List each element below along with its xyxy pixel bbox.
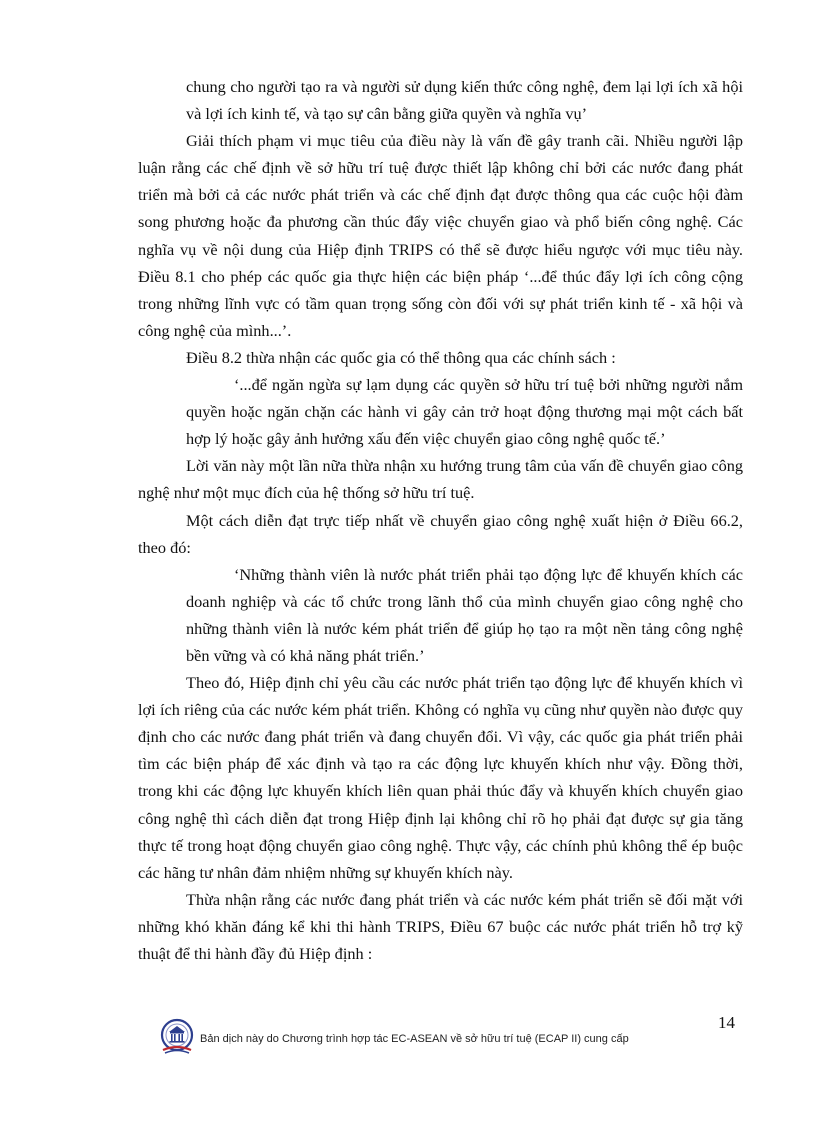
paragraph: Giải thích phạm vi mục tiêu của điều này là vấn đề gây tranh cãi. Nhiều người lập luận rằng các chế định về sở hữu trí tuệ được thiết lập không chỉ bởi các nước đang phát triển mà bởi cả các nước phát triển và các chế định đạt được thông qua các cuộc hội đàm song phương hoặc đa phương cần thúc đẩy việc chuyển giao và phổ biến công nghệ. Các nghĩa vụ về nội dung của Hiệp định TRIPS có thể sẽ được hiểu ngược với mục tiêu này. Điều 8.1 cho phép các quốc gia thực hiện các biện pháp ‘...để thúc đẩy lợi ích công cộng trong những lĩnh vực có tầm quan trọng sống còn đối với sự phát triển kinh tế - xã hội và công nghệ của mình...’. bbox=[138, 131, 743, 340]
page-number: 14 bbox=[718, 1013, 735, 1032]
block-quote: ‘Những thành viên là nước phát triển phải tạo động lực để khuyến khích các doanh nghiệp và các tổ chức trong lãnh thổ của mình chuyển giao công nghệ cho những thành viên là nước kém phát triển để giúp họ tạo ra một nền tảng công nghệ bền vững và có khả năng phát triển.’ bbox=[186, 564, 743, 665]
paragraph: Một cách diễn đạt trực tiếp nhất về chuyển giao công nghệ xuất hiện ở Điều 66.2, theo đó: bbox=[138, 510, 743, 557]
paragraph: Lời văn này một lần nữa thừa nhận xu hướng trung tâm của vấn đề chuyển giao công nghệ như một mục đích của hệ thống sở hữu trí tuệ. bbox=[138, 456, 743, 503]
footer-credit: Bản dịch này do Chương trình hợp tác EC-ASEAN về sở hữu trí tuệ (ECAP II) cung cấp bbox=[200, 1033, 629, 1045]
paragraph: Theo đó, Hiệp định chỉ yêu cầu các nước phát triển tạo động lực để khuyến khích vì lợi ích riêng của các nước kém phát triển. Không có nghĩa vụ cũng như quyền nào được quy định cho các nước đang phát triển và đang chuyển đổi. Vì vậy, các quốc gia phát triển phải tìm các biện pháp để xác định và tạo ra các động lực khuyến khích như vậy. Đồng thời, trong khi các động lực khuyến khích liên quan phải thúc đẩy và khuyến khích chuyển giao công nghệ thì cách diễn đạt trong Hiệp định lại không chỉ rõ họ phải đạt được sự gia tăng thực tế trong hoạt động chuyển giao công nghệ. Thực vậy, các chính phủ không thể ép buộc các hãng tư nhân đảm nhiệm những sự khuyến khích này. bbox=[138, 673, 743, 882]
ecap-logo-icon bbox=[159, 1018, 195, 1056]
block-quote: ‘...để ngăn ngừa sự lạm dụng các quyền sở hữu trí tuệ bởi những người nắm quyền hoặc ngăn chặn các hành vi gây cản trở hoạt động thương mại một cách bất hợp lý hoặc gây ảnh hưởng xấu đến việc chuyển giao công nghệ quốc tế.’ bbox=[186, 375, 743, 449]
body-text bbox=[138, 73, 743, 967]
paragraph: Thừa nhận rằng các nước đang phát triển và các nước kém phát triển sẽ đối mặt với những khó khăn đáng kể khi thi hành TRIPS, Điều 67 buộc các nước phát triển hỗ trợ kỹ thuật để thi hành đầy đủ Hiệp định : bbox=[138, 889, 743, 963]
paragraph: Điều 8.2 thừa nhận các quốc gia có thể thông qua các chính sách : bbox=[186, 347, 616, 367]
paragraph-quote-continuation: chung cho người tạo ra và người sử dụng kiến thức công nghệ, đem lại lợi ích xã hội và lợi ích kinh tế, và tạo sự cân bằng giữa quyền và nghĩa vụ’ bbox=[186, 77, 743, 124]
